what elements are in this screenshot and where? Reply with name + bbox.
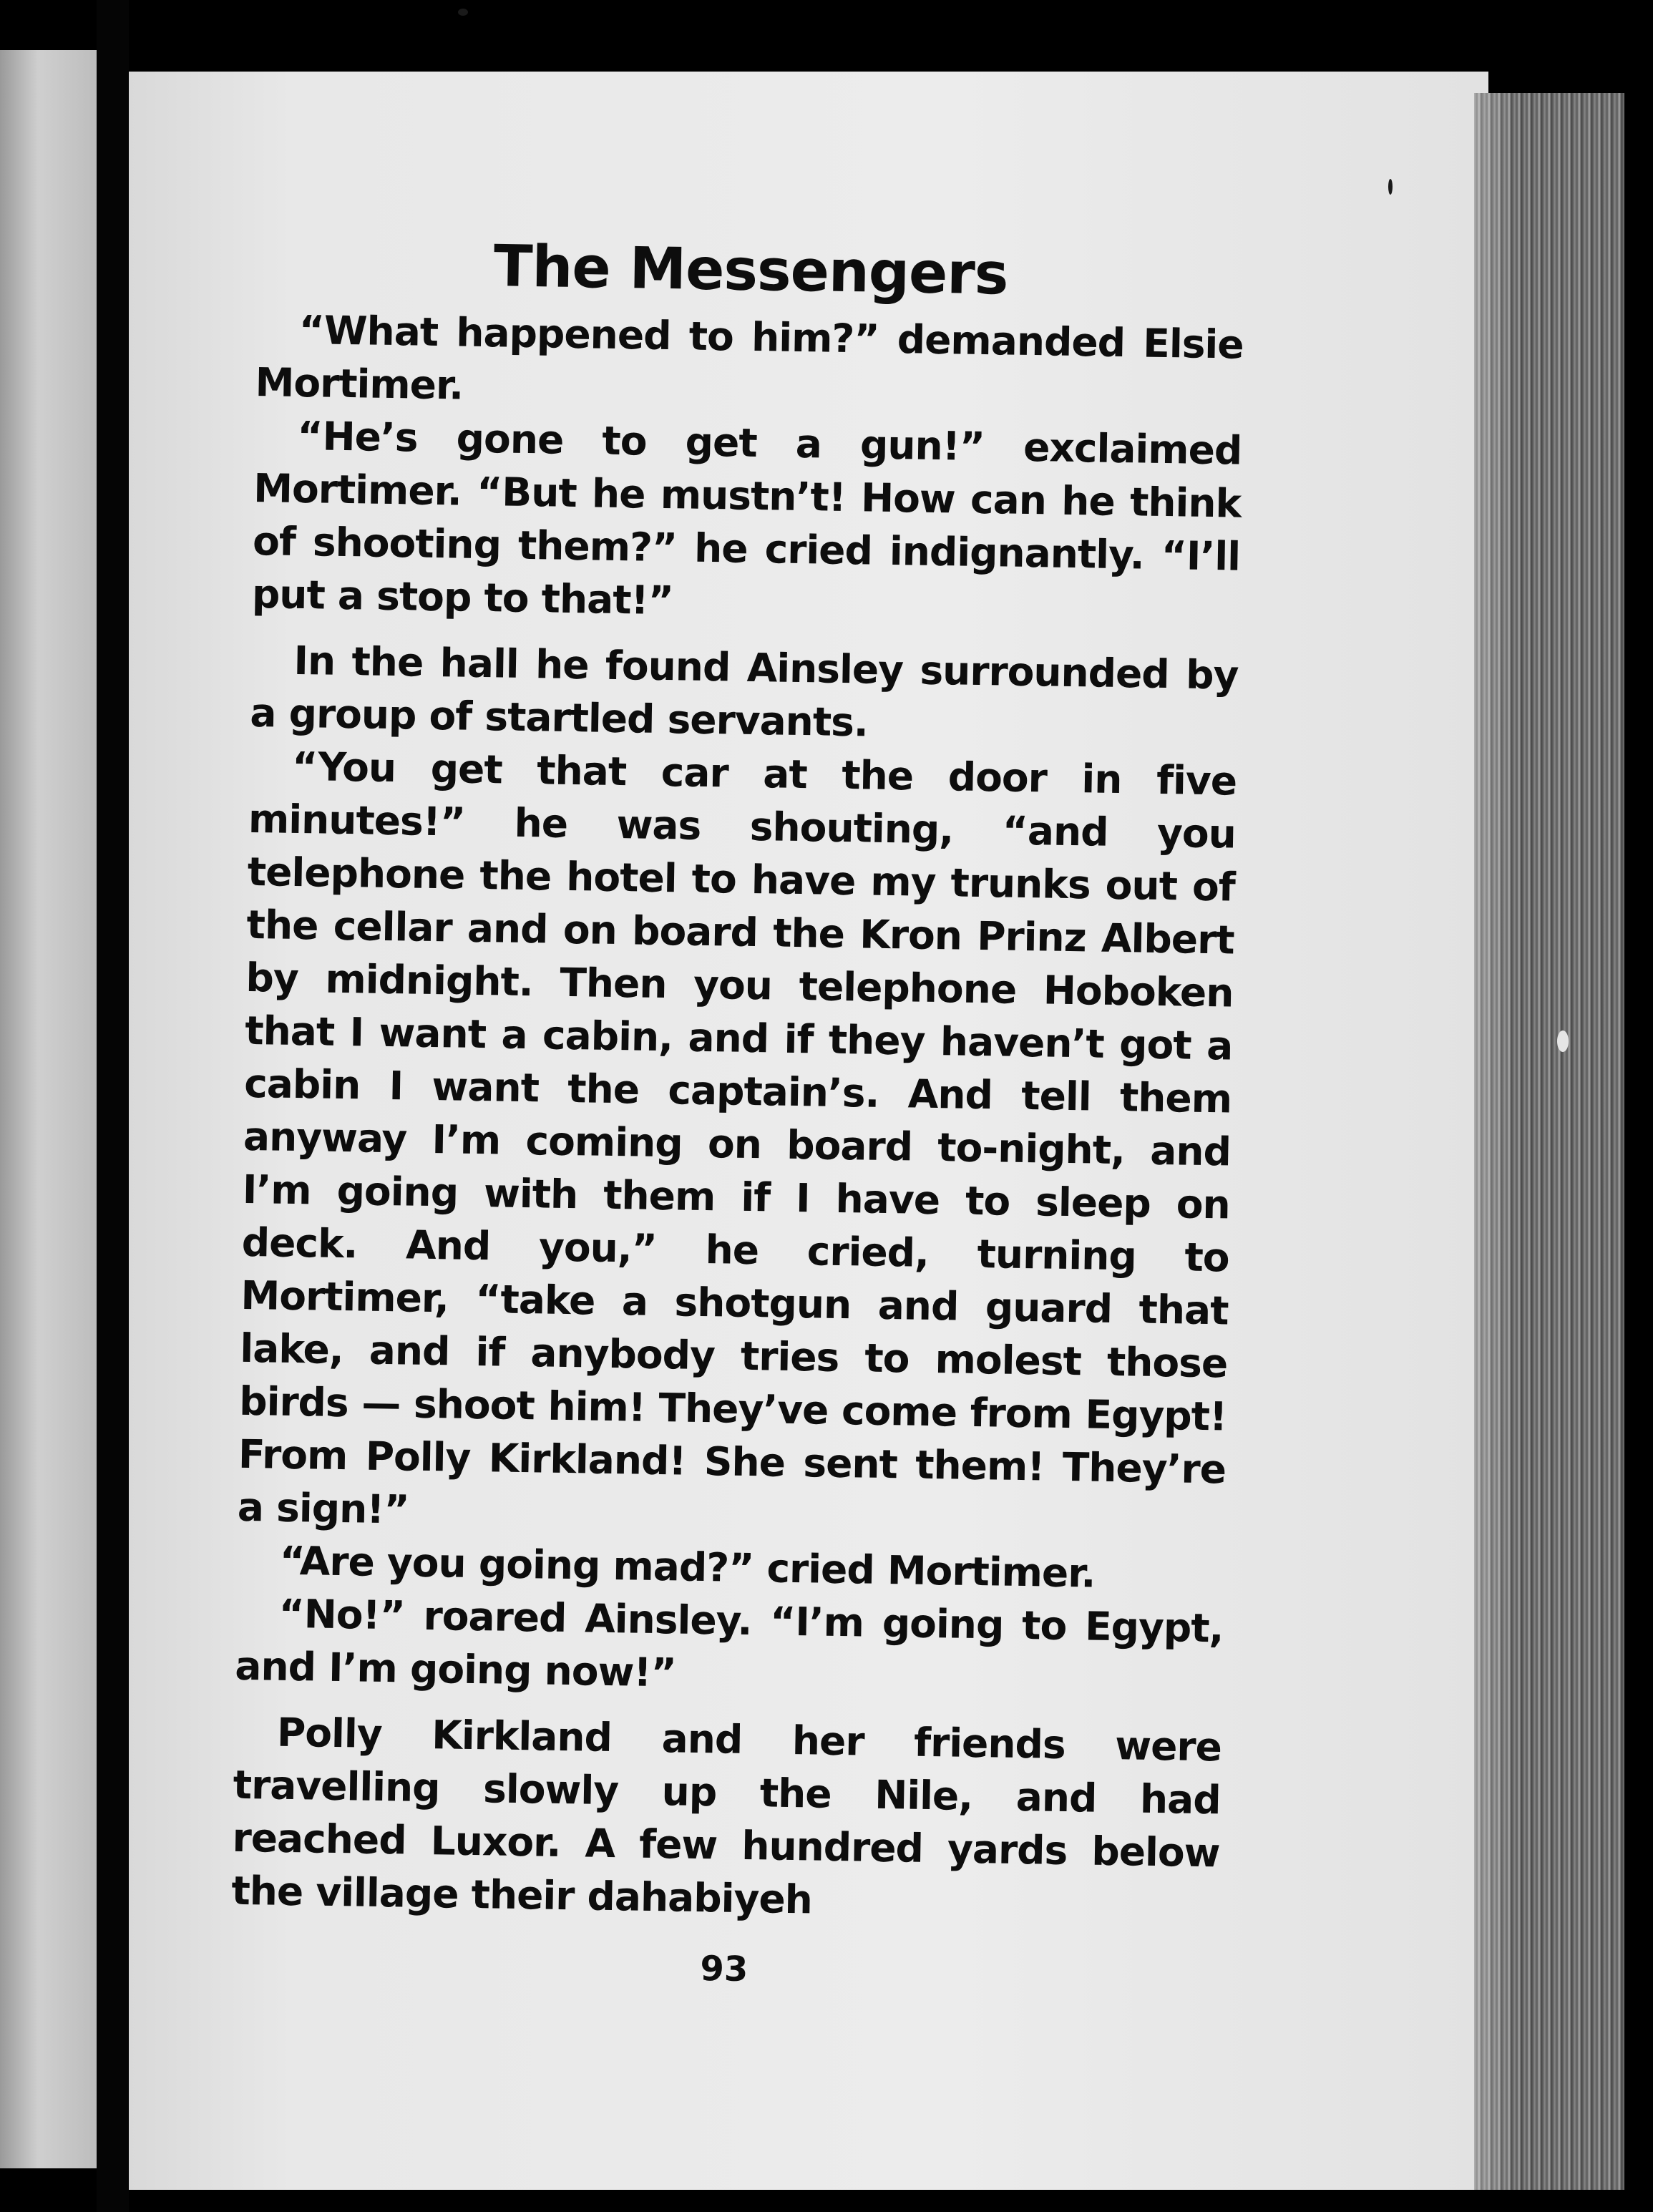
dust-speck	[458, 9, 468, 16]
running-head: The Messengers	[493, 233, 1009, 308]
paragraph: “You get that car at the door in five minutes!” he was shouting, “and you telephone the hotel to have my trunks out of the cellar and on board the Kron Prinz Albert by midnight. Then you telephone Hoboken that I want a cabin, and if they haven’t got a cabin I want the captain’s. And tell them anyway I’m coming on board to-night, and I’m going with them if I have to sleep on deck. And you,” he cried, turning to Mortimer, “take a shotgun and guard that lake, and if anybody tries to molest those birds — shoot him! They’ve come from Egypt! From Polly Kirkland! She sent them! They’re a sign!”	[237, 743, 1237, 1533]
dust-speck	[1557, 1031, 1569, 1052]
paragraph: “Are you going mad?” cried Mortimer.	[279, 1537, 1096, 1597]
page-number: 93	[700, 1949, 749, 1990]
page-edge-highlight	[1474, 93, 1517, 2190]
book-gutter	[97, 0, 129, 2212]
paragraph: Polly Kirkland and her friends were travelling slowly up the Nile, and had reached Luxor. A few hundred yards below the village their dahabiyeh	[231, 1709, 1222, 1923]
paragraph: “No!” roared Ainsley. “I’m going to Egypt, and I’m going now!”	[234, 1590, 1224, 1696]
facing-page-edge	[0, 50, 97, 2168]
page-text	[230, 229, 1245, 1997]
dust-speck	[1388, 179, 1393, 195]
paragraph: In the hall he found Ainsley surrounded by a group of startled servants.	[249, 637, 1239, 746]
paragraph: “He’s gone to get a gun!” exclaimed Mortimer. “But he mustn’t! How can he think of shooting them?” he cried indignantly. “I’ll put a stop to that!”	[251, 412, 1242, 624]
paragraph: “What happened to him?” demanded Elsie Mortimer.	[255, 306, 1244, 409]
